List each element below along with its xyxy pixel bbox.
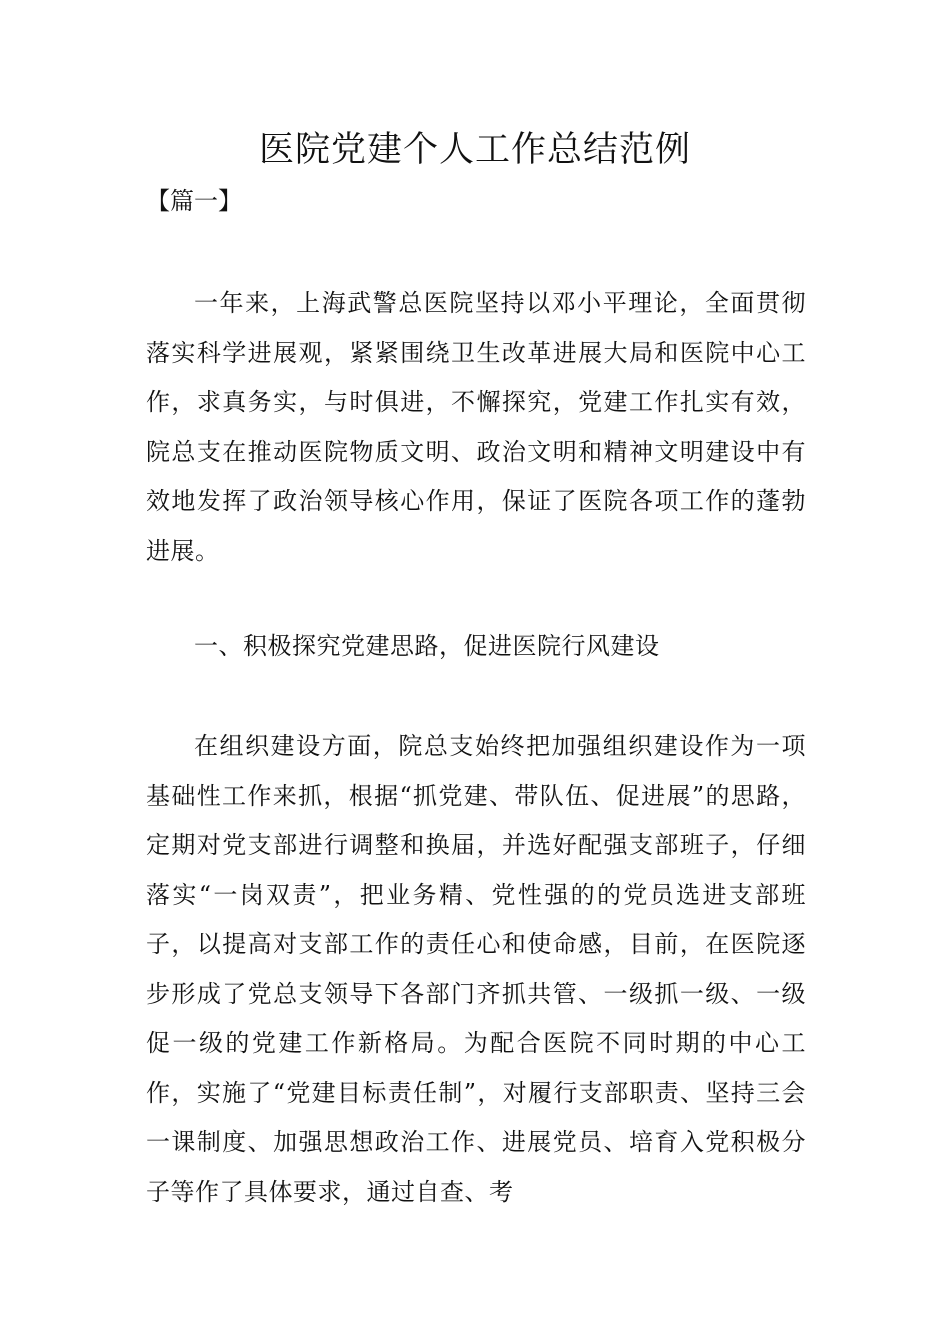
paragraph-intro: 一年来，上海武警总医院坚持以邓小平理论，全面贯彻落实科学进展观，紧紧围绕卫生改革进展大局和医院中心工作，求真务实，与时俱进，不懈探究，党建工作扎实有效，院总支在推动医院物质文明、政治文明和精神文明建设中有效地发挥了政治领导核心作用，保证了医院各项工作的蓬勃进展。 bbox=[146, 289, 806, 565]
document-title: 医院党建个人工作总结范例 bbox=[258, 130, 691, 170]
paragraph-organization: 在组织建设方面，院总支始终把加强组织建设作为一项基础性工作来抓，根据“抓党建、带队伍、促进展”的思路，定期对党支部进行调整和换届，并选好配强支部班子，仔细落实“一岗双责”，把业务精、党性强的的党员选进支部班子，以提高对支部工作的责任心和使命感，目前，在医院逐步形成了党总支领导下各部门齐抓共管、一级抓一级、一级促一级的党建工作新格局。为配合医院不同时期的中心工作，实施了“党建目标责任制”，对履行支部职责、坚持三会一课制度、加强思想政治工作、进展党员、培育入党积极分子等作了具体要求，通过自查、考 bbox=[146, 732, 806, 1206]
section-heading: 一、积极探究党建思路，促进医院行风建设 bbox=[194, 632, 660, 660]
section-label: 【篇一】 bbox=[146, 187, 242, 215]
